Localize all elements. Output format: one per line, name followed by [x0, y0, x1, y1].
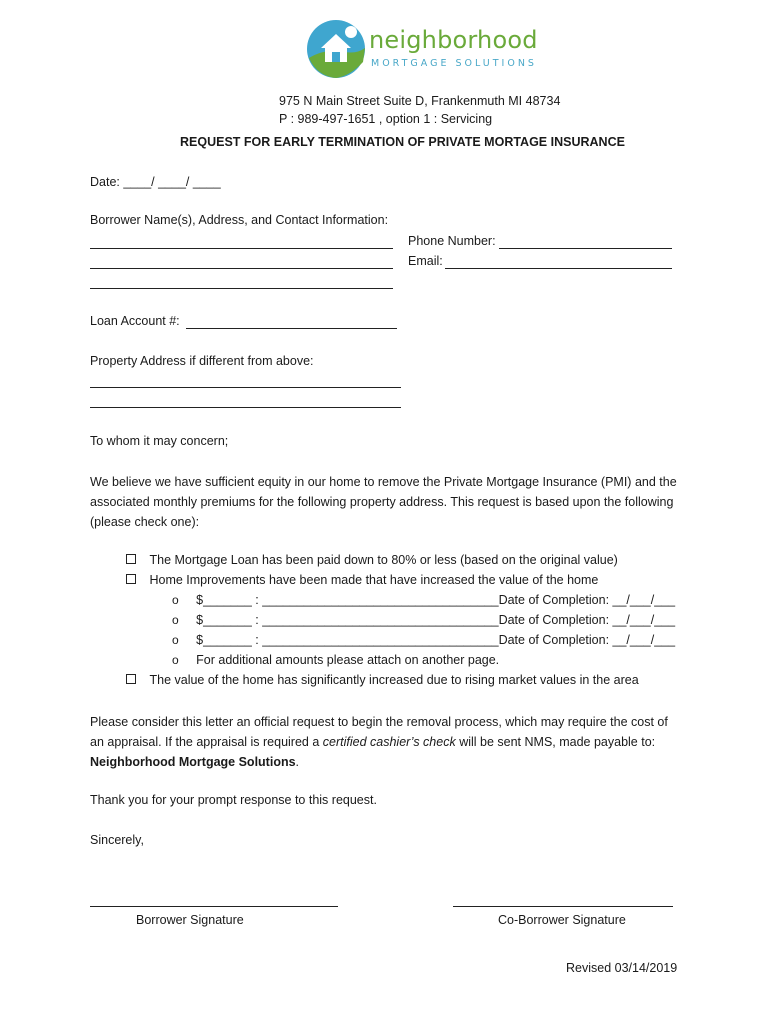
borrower-line-1[interactable]	[90, 248, 393, 249]
document-title: REQUEST FOR EARLY TERMINATION OF PRIVATE MORTAGE INSURANCE	[180, 135, 625, 149]
salutation: To whom it may concern;	[90, 434, 229, 448]
option-improvements-label: Home Improvements have been made that have increased the value of the home	[149, 573, 599, 587]
improvement-row[interactable]: o $_______ : __________________________________Date of Completion: __/___/___	[172, 613, 676, 627]
borrower-signature-label: Borrower Signature	[136, 913, 244, 927]
house-logo-icon	[305, 18, 367, 80]
option-paid-down	[126, 553, 618, 567]
payee-name: Neighborhood Mortgage Solutions	[90, 755, 296, 769]
improvement-row-fields: $_______ : __________________________________Date of Completion: __/___/___	[196, 613, 676, 627]
option-paid-down-label: The Mortgage Loan has been paid down to 80% or less (based on the original value)	[149, 553, 618, 567]
option-market-value-label: The value of the home has significantly increased due to rising market values in the area	[149, 673, 639, 687]
option-market-value	[126, 673, 639, 687]
logo-tagline: MORTGAGE SOLUTIONS	[371, 58, 537, 69]
intro-paragraph: We believe we have sufficient equity in our home to remove the Private Mortgage Insurance (PMI) and the associated monthly premiums for the following property address. This request is based upon the following (please check one):	[90, 475, 677, 529]
phone-number-label: Phone Number:	[408, 234, 496, 248]
loan-account-label: Loan Account #:	[90, 314, 180, 328]
option-improvements-checkbox[interactable]	[126, 574, 136, 584]
company-logo	[305, 18, 540, 80]
coborrower-signature-line[interactable]	[453, 906, 673, 907]
borrower-info-label: Borrower Name(s), Address, and Contact Information:	[90, 213, 389, 227]
logo-wordmark: neighborhood	[369, 26, 538, 54]
request-paragraph: Please consider this letter an official request to begin the removal process, which may require the cost of an appraisal. If the appraisal is required a certified cashier’s check will be sent NMS, made payable to: Neighborhood Mortgage Solutions.	[90, 715, 668, 769]
date-field[interactable]: Date: ____/ ____/ ____	[90, 175, 221, 189]
option-paid-down-checkbox[interactable]	[126, 554, 136, 564]
improvement-row-fields: $_______ : __________________________________Date of Completion: __/___/___	[196, 593, 676, 607]
company-phone: P : 989-497-1651 , option 1 : Servicing	[279, 112, 493, 126]
coborrower-signature-label: Co-Borrower Signature	[498, 913, 626, 927]
loan-account-field[interactable]	[186, 328, 397, 329]
improvement-note: o For additional amounts please attach on another page.	[172, 653, 500, 667]
closing-text: Sincerely,	[90, 833, 144, 847]
improvement-row[interactable]: o $_______ : __________________________________Date of Completion: __/___/___	[172, 593, 676, 607]
improvement-note-text: For additional amounts please attach on another page.	[196, 653, 500, 667]
cashiers-check-emphasis: certified cashier’s check	[322, 735, 456, 749]
phone-number-field[interactable]	[499, 248, 672, 249]
borrower-line-3[interactable]	[90, 288, 393, 289]
property-line-2[interactable]	[90, 407, 401, 408]
improvement-row[interactable]: o $_______ : __________________________________Date of Completion: __/___/___	[172, 633, 676, 647]
property-line-1[interactable]	[90, 387, 401, 388]
option-market-value-checkbox[interactable]	[126, 674, 136, 684]
email-field[interactable]	[445, 268, 672, 269]
property-address-label: Property Address if different from above:	[90, 354, 314, 368]
option-improvements	[126, 573, 598, 587]
email-label: Email:	[408, 254, 443, 268]
borrower-line-2[interactable]	[90, 268, 393, 269]
company-address: 975 N Main Street Suite D, Frankenmuth MI 48734	[279, 94, 561, 108]
improvement-row-fields: $_______ : __________________________________Date of Completion: __/___/___	[196, 633, 676, 647]
revision-date: Revised 03/14/2019	[566, 961, 678, 975]
borrower-signature-line[interactable]	[90, 906, 338, 907]
thanks-text: Thank you for your prompt response to this request.	[90, 793, 377, 807]
